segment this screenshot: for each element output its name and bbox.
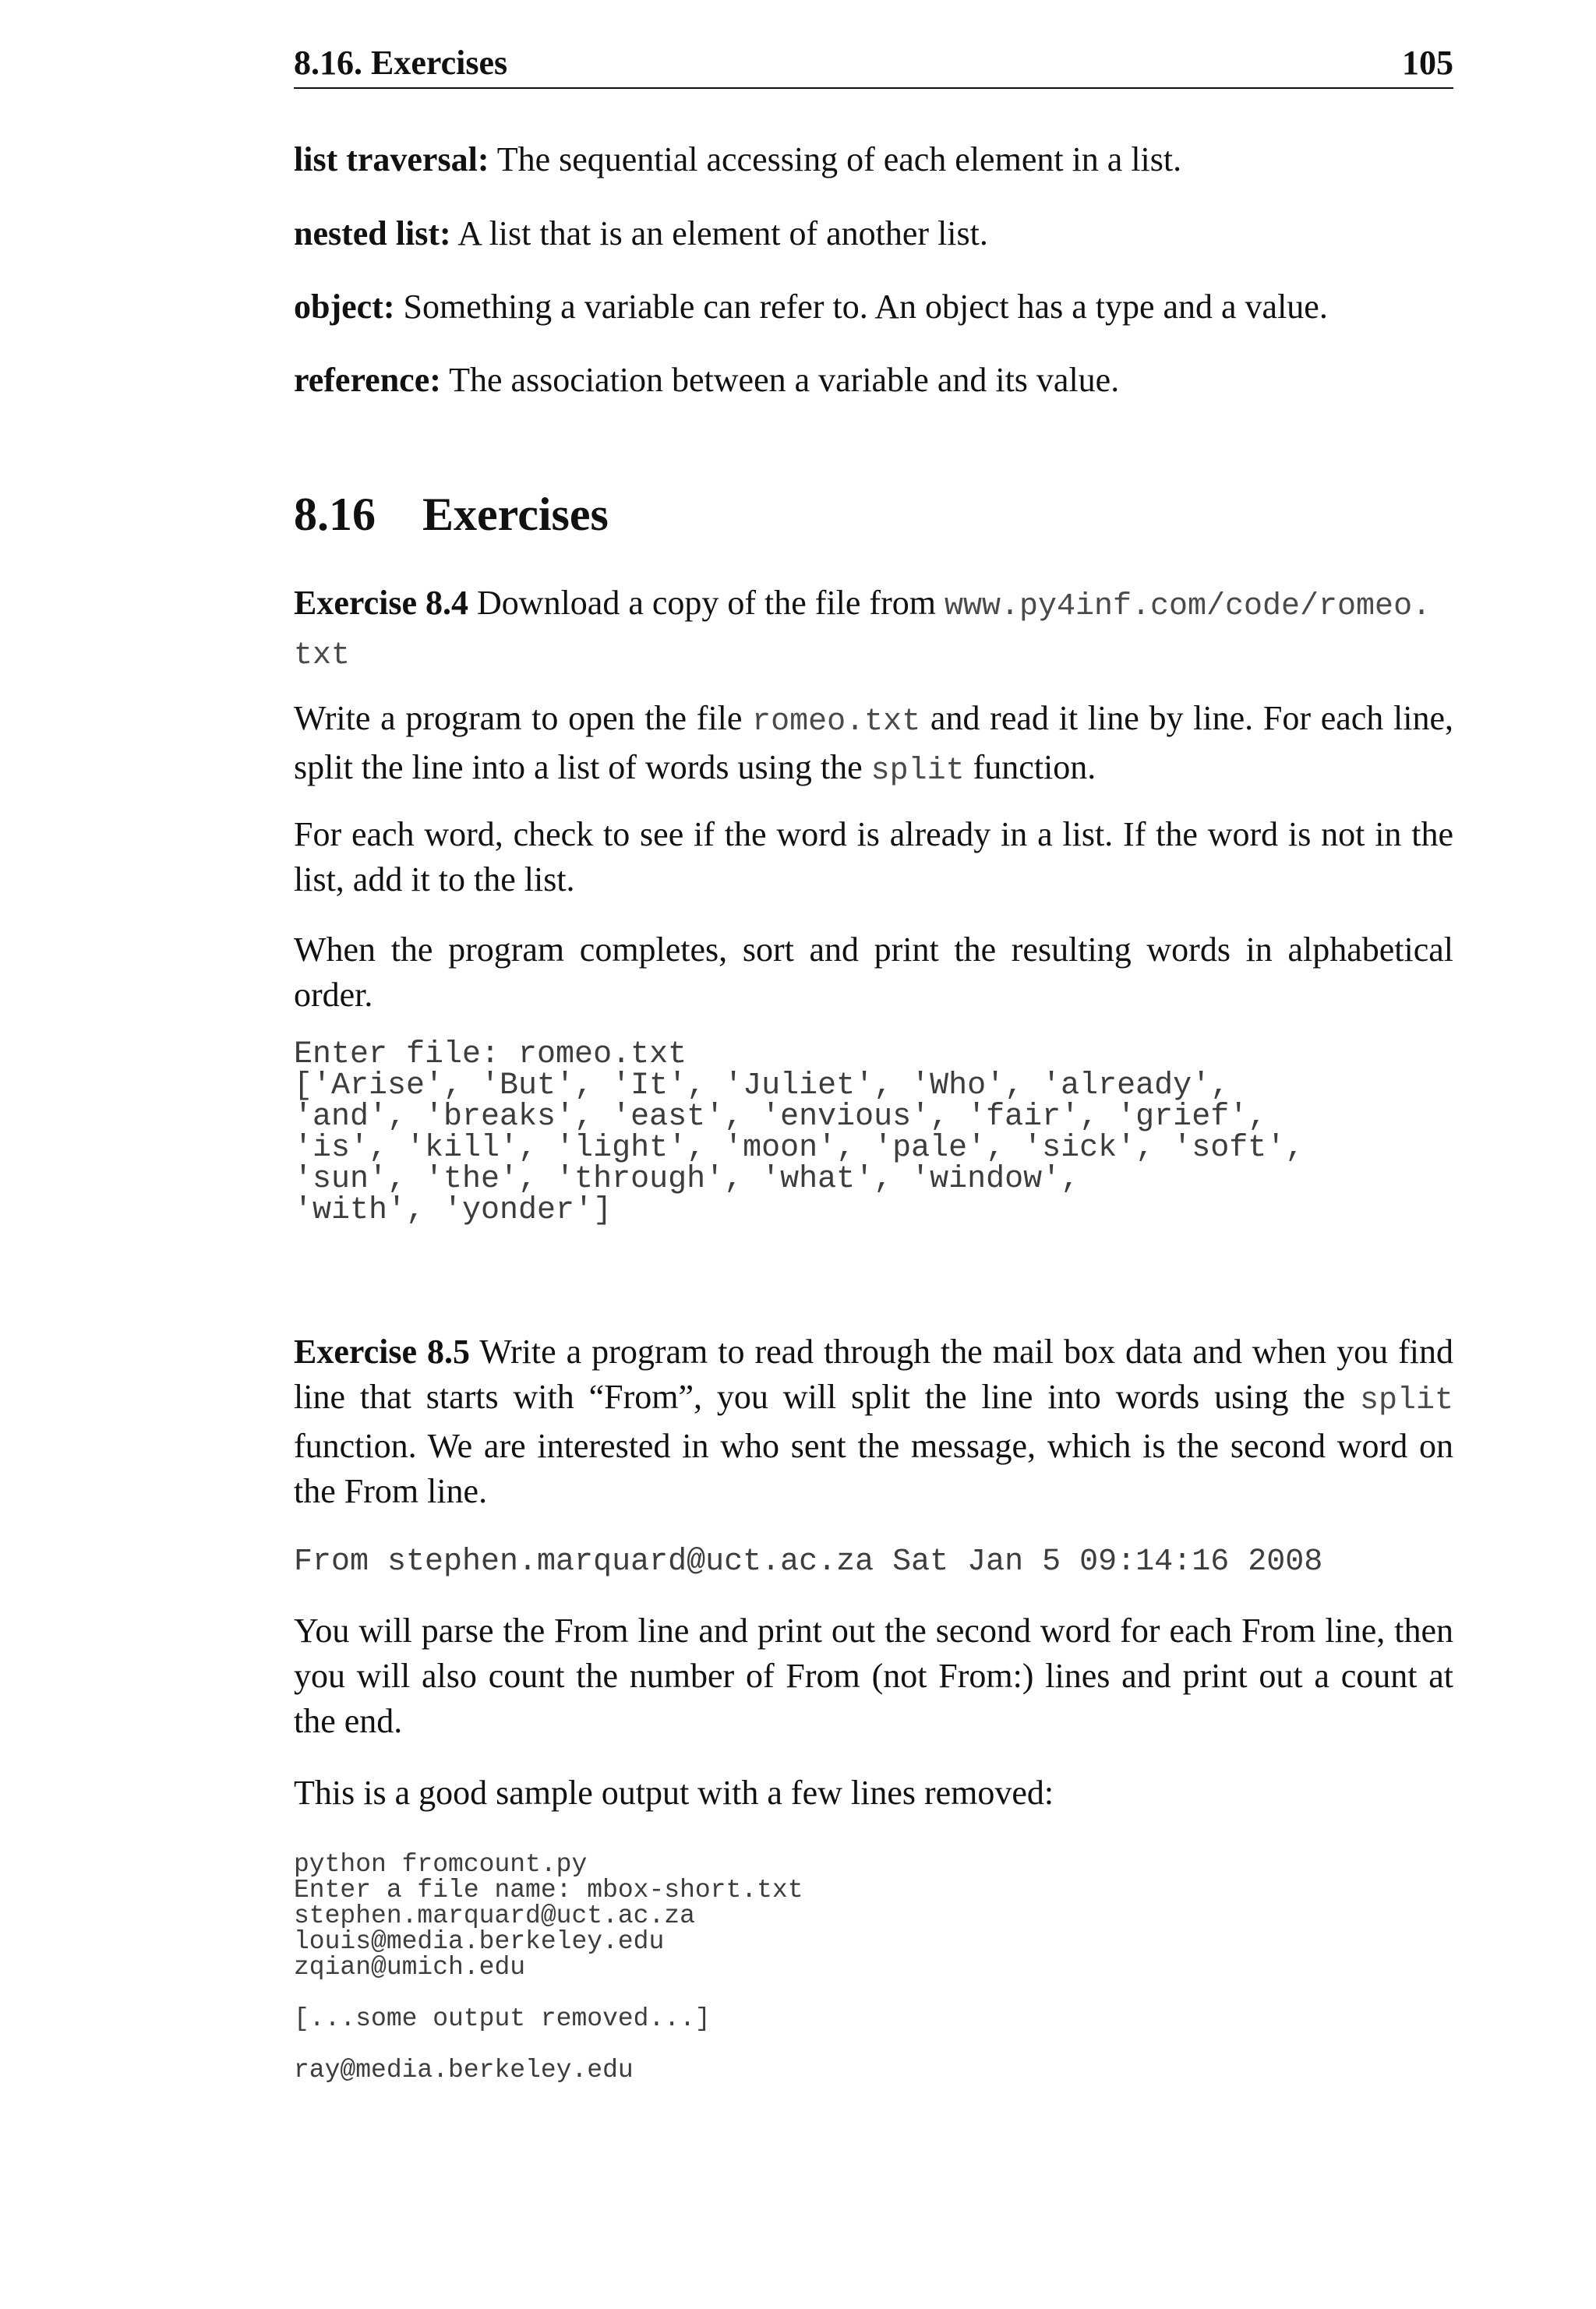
section-heading-text: Exercises xyxy=(422,489,609,540)
code-line: 'is', 'kill', 'light', 'moon', 'pale', 'sick', 'soft', xyxy=(294,1131,1305,1166)
romeo-output-code-block xyxy=(294,1033,1305,1228)
code-line: [...some output removed...] xyxy=(294,2004,711,2033)
code-line: 'sun', 'the', 'through', 'what', 'window', xyxy=(294,1162,1080,1197)
code-line: 'and', 'breaks', 'east', 'envious', 'fair', 'grief', xyxy=(294,1100,1267,1135)
page-number: 105 xyxy=(1402,44,1453,82)
code-line: python fromcount.py xyxy=(294,1850,588,1879)
romeo-url: www.py4inf.com/code/romeo. xyxy=(944,589,1432,624)
exercise-8-4-paragraph-3: When the program completes, sort and print the resulting words in alphabetical order. xyxy=(294,930,1453,1014)
exercise-8-5-paragraph-2: You will parse the From line and print out the second word for each From line, then you will also count the number of From (not From:) lines and print out a count at the end. xyxy=(294,1612,1453,1740)
exercise-8-4-intro: Exercise 8.4 Download a copy of the file from www.py4inf.com/code/romeo. txt xyxy=(294,584,1432,673)
section-number: 8.16 xyxy=(294,489,376,540)
inline-code-filename: romeo.txt xyxy=(752,704,921,740)
exercise-label: Exercise 8.4 xyxy=(294,584,469,622)
code-line: Enter a file name: mbox-short.txt xyxy=(294,1876,803,1905)
running-header xyxy=(294,39,1453,89)
code-line: Enter file: romeo.txt xyxy=(294,1037,687,1072)
section-heading xyxy=(294,483,609,545)
glossary-entry-object xyxy=(294,284,1453,330)
exercise-8-5-paragraph-3: This is a good sample output with a few lines removed: xyxy=(294,1774,1054,1812)
book-page xyxy=(294,0,1453,2309)
exercise-8-4-paragraph-1: Write a program to open the file romeo.txt and read it line by line. For each line, split the line into a list of words using the split function. xyxy=(294,699,1453,789)
glossary-term: nested list: xyxy=(294,214,451,252)
glossary-entry-reference xyxy=(294,357,1453,404)
glossary-definition: The association between a variable and its value. xyxy=(449,361,1120,399)
inline-code-split: split xyxy=(1359,1383,1454,1418)
romeo-url-continued: txt xyxy=(294,638,351,673)
code-line: zqian@umich.edu xyxy=(294,1953,526,1982)
exercise-8-4-paragraph-2: For each word, check to see if the word is already in a list. If the word is not in the list, add it to the list. xyxy=(294,815,1453,899)
glossary-entry-list-traversal xyxy=(294,136,1453,183)
exercise-8-5-paragraph-1: Exercise 8.5 Write a program to read through the mail box data and when you find line that starts with “From”, you will split the line into words using the split function. We are interested in who sent the message, which is the second word on the From line. xyxy=(294,1333,1454,1510)
code-line: ['Arise', 'But', 'It', 'Juliet', 'Who', 'already', xyxy=(294,1068,1230,1103)
code-line: louis@media.berkeley.edu xyxy=(294,1927,665,1956)
glossary-term: reference: xyxy=(294,361,441,399)
glossary-entry-nested-list xyxy=(294,210,1453,257)
code-line: stephen.marquard@uct.ac.za xyxy=(294,1901,695,1930)
glossary-definition: A list that is an element of another list. xyxy=(457,214,988,252)
glossary-term: list traversal: xyxy=(294,140,489,178)
sample-output-code-block xyxy=(294,1846,803,2085)
glossary-definition: Something a variable can refer to. An object has a type and a value. xyxy=(403,288,1328,326)
glossary-term: object: xyxy=(294,288,395,326)
glossary-definition: The sequential accessing of each element in a list. xyxy=(496,140,1182,178)
code-line: 'with', 'yonder'] xyxy=(294,1193,613,1228)
inline-code-split: split xyxy=(870,754,965,789)
code-line: ray@media.berkeley.edu xyxy=(294,2056,634,2085)
from-line-code: From stephen.marquard@uct.ac.za Sat Jan 5 09:14:16 2008 xyxy=(294,1545,1323,1580)
exercise-label: Exercise 8.5 xyxy=(294,1333,471,1371)
header-section-title: 8.16. Exercises xyxy=(294,44,508,82)
